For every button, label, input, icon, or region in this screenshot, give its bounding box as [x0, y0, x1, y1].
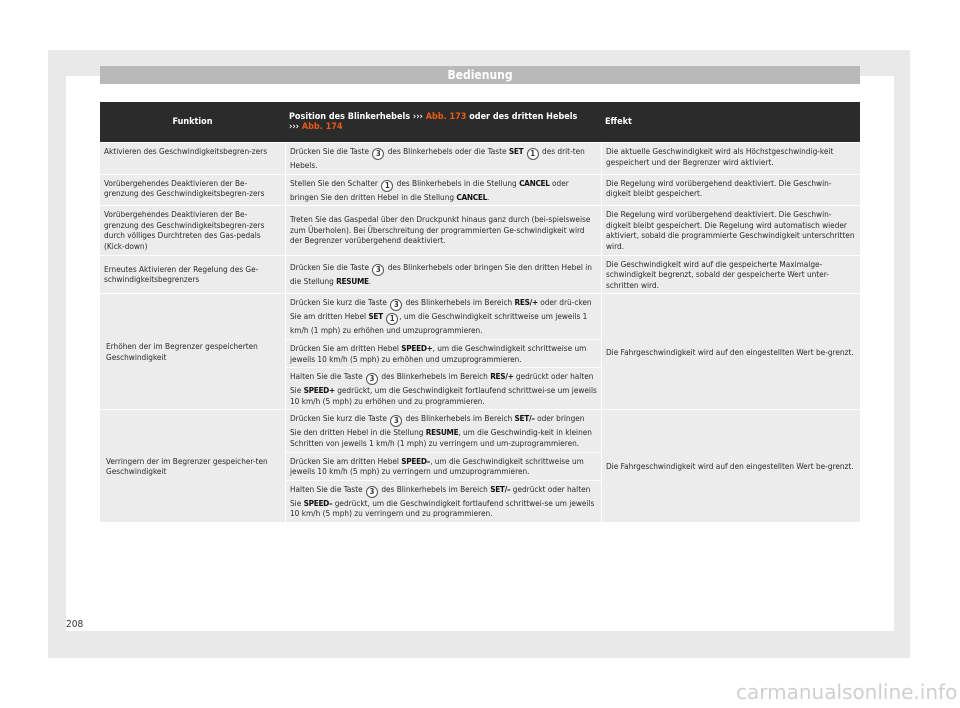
- function-cell: Vorübergehendes Deaktivieren der Be-grenzung des Geschwindigkeitsbegren-zers: [100, 175, 285, 206]
- key-label: SPEED+: [303, 385, 335, 396]
- number-badge: 3: [372, 264, 384, 276]
- table-header-row: [100, 102, 860, 142]
- number-badge: 1: [386, 313, 398, 325]
- key-label: SET: [368, 311, 383, 322]
- key-label: CANCEL: [519, 177, 550, 188]
- key-label: RESUME: [336, 276, 369, 287]
- effect-cell: Die Regelung wird vorübergehend deaktiviert. Die Geschwin-digkeit bleibt gespeichert.: [601, 175, 860, 206]
- position-cell: Stellen Sie den Schalter 1 des Blinkerhebels in die Stellung CANCEL oder bringen Sie den dritten Hebel in die Stellung CANCEL.: [285, 175, 601, 206]
- page-number: 208: [66, 619, 84, 630]
- key-label: RES/+: [514, 297, 538, 308]
- table-row: [100, 294, 860, 339]
- function-cell: Erneutes Aktivieren der Regelung des Ge-schwindigkeitsbegrenzers: [100, 256, 285, 294]
- position-cell: Drücken Sie die Taste 3 des Blinkerhebels oder bringen Sie den dritten Hebel in die Stellung RESUME.: [285, 256, 601, 294]
- function-cell: Verringern der im Begrenzer gespeicher-ten Geschwindigkeit: [100, 410, 285, 522]
- col-header-position: Position des Blinkerhebels ››› Abb. 173 oder des dritten Hebels ››› Abb. 174: [285, 102, 601, 142]
- key-label: SET/–: [490, 483, 511, 494]
- effect-cell: Die Geschwindigkeit wird auf die gespeicherte Maximalge-schwindigkeit begrenzt, sobald der gespeicherte Wert unter-schritten wird.: [601, 256, 860, 294]
- table-row: [100, 256, 860, 294]
- key-label: SPEED–: [303, 497, 333, 508]
- number-badge: 3: [390, 415, 402, 427]
- position-cell: Drücken Sie die Taste 3 des Blinkerhebels oder die Taste SET 1 des drit-ten Hebels.: [285, 143, 601, 174]
- watermark: carmanualsonline.info: [736, 680, 958, 704]
- position-cell: Drücken Sie kurz die Taste 3 des Blinkerhebels im Bereich RES/+ oder drü-cken Sie am dritten Hebel SET 1 , um die Geschwindigkeit schrittweise um jeweils 1 km/h (1 mph) zu erhöhen und umzuprogrammieren.: [285, 294, 601, 339]
- number-badge: 1: [527, 148, 539, 160]
- function-cell: Vorübergehendes Deaktivieren der Be-grenzung des Geschwindigkeitsbegren-zers durch völliges Durchtreten des Gas-pedals (Kick-down): [100, 206, 285, 254]
- number-badge: 3: [390, 299, 402, 311]
- position-cell: Drücken Sie am dritten Hebel SPEED–, um die Geschwindigkeit schrittweise um jeweils 10 km/h (5 mph) zu verringern und umzuprogrammieren.: [285, 453, 601, 480]
- key-label: SPEED–: [401, 455, 431, 466]
- position-cell: Drücken Sie kurz die Taste 3 des Blinkerhebels im Bereich SET/– oder bringen Sie den dritten Hebel in die Stellung RESUME, um die Geschwindig-keit in kleinen Schritten von jeweils 1 km/h (1 mph) zu verringern und um-zuprogrammieren.: [285, 410, 601, 451]
- number-badge: 3: [366, 486, 378, 498]
- section-header: Bedienung: [100, 66, 860, 84]
- effect-cell: Die Fahrgeschwindigkeit wird auf den eingestellten Wert be-grenzt.: [601, 410, 860, 522]
- effect-cell: Die Fahrgeschwindigkeit wird auf den eingestellten Wert be-grenzt.: [601, 294, 860, 409]
- function-table: [100, 101, 860, 523]
- key-label: CANCEL: [456, 191, 487, 202]
- effect-cell: Die aktuelle Geschwindigkeit wird als Höchstgeschwindig-keit gespeichert und der Begrenzer wird aktiviert.: [601, 143, 860, 174]
- col-header-funktion: Funktion: [100, 102, 285, 142]
- figure-ref-link[interactable]: Abb. 174: [299, 122, 343, 132]
- function-cell: Aktivieren des Geschwindigkeitsbegren-zers: [100, 143, 285, 174]
- number-badge: 1: [381, 180, 393, 192]
- figure-ref-link[interactable]: Abb. 173: [422, 112, 467, 122]
- col-header-effekt: Effekt: [601, 102, 860, 142]
- key-label: SET/–: [514, 413, 535, 424]
- key-label: RESUME: [425, 427, 459, 438]
- position-cell: Drücken Sie am dritten Hebel SPEED+, um die Geschwindigkeit schrittweise um jeweils 10 km/h (5 mph) zu erhöhen und umzuprogrammieren.: [285, 340, 601, 367]
- effect-cell: Die Regelung wird vorübergehend deaktiviert. Die Geschwin-digkeit bleibt gespeichert. Die Regelung wird automatisch wieder aktiviert, sobald die programmierte Geschwindigkeit unterschritten wird.: [601, 206, 860, 254]
- position-cell: Halten Sie die Taste 3 des Blinkerhebels im Bereich SET/– gedrückt oder halten Sie SPEED– gedrückt, um die Geschwindigkeit fortlaufend schrittwei-se um jeweils 10 km/h (5 mph) zu verringern und zu programmieren.: [285, 481, 601, 522]
- number-badge: 3: [366, 373, 378, 385]
- position-cell: Treten Sie das Gaspedal über den Druckpunkt hinaus ganz durch (bei-spielsweise zum Überholen). Bei Überschreitung der programmierten Ge-schwindigkeit wird der Begrenzer vorübergehend deaktiviert.: [285, 206, 601, 254]
- table-row: [100, 143, 860, 174]
- key-label: RES/+: [490, 371, 514, 382]
- position-cell: Halten Sie die Taste 3 des Blinkerhebels im Bereich RES/+ gedrückt oder halten Sie SPEED+ gedrückt, um die Geschwindigkeit fortlaufend schrittwei-se um jeweils 10 km/h (5 mph) zu erhöhen und zu programmieren.: [285, 368, 601, 409]
- key-label: SPEED+: [401, 342, 433, 353]
- table-row: [100, 206, 860, 254]
- table-row: [100, 410, 860, 451]
- number-badge: 3: [372, 148, 384, 160]
- key-label: SET: [508, 146, 524, 156]
- table-row: [100, 175, 860, 206]
- function-cell: Erhöhen der im Begrenzer gespeicherten Geschwindigkeit: [100, 294, 285, 409]
